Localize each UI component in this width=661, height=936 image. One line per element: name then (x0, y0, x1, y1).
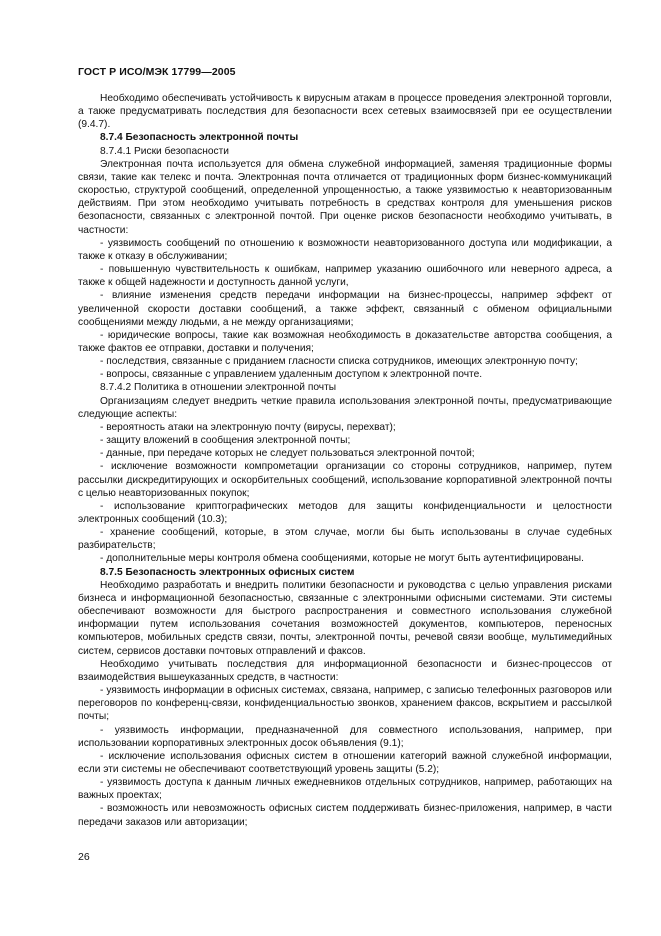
list-item: - вероятность атаки на электронную почту (вирусы, перехват); (100, 421, 396, 433)
list-item: - использование криптографических методов для защиты конфиденциальности и целостности электронных сообщений (10.3); (78, 500, 612, 525)
section-heading: 8.7.5 Безопасность электронных офисных систем (100, 566, 355, 578)
list-item: - уязвимость доступа к данным личных ежедневников отдельных сотрудников, например, работающих на важных проектах; (78, 777, 612, 802)
subsection-heading: 8.7.4.1 Риски безопасности (100, 145, 229, 157)
list-item: - повышенную чувствительность к ошибкам, например указанию ошибочного или неверного адреса, а также к общей надежности и доступность данной услуги, (78, 264, 612, 289)
list-item: - уязвимость информации в офисных системах, связана, например, с записью телефонных разговоров или переговоров по конференц-связи, конфиденциальностью звонков, хранением факсов, вскрытием и рассылкой почты; (78, 685, 612, 723)
page-number: 26 (78, 851, 90, 863)
list-item: - уязвимость информации, предназначенной для совместного использования, например, при использовании корпоративных электронных досок объявления (9.1); (78, 724, 612, 749)
paragraph: Необходимо разработать и внедрить политики безопасности и руководства с целью управления рисками бизнеса и информационной безопасностью, связанные с электронными офисными системами. Эти системы обеспечивают возможности для быстрого распространения и совместного использования служебной информации путем использования сочетания возможностей документов, компьютеров, переносных компьютеров, мобильных средств связи, почты, электронной почты, речевой связи вообще, мультимедийных систем, сервисов доставки почтовых отправлений и факсов. (78, 579, 612, 657)
paragraph: Необходимо обеспечивать устойчивость к вирусным атакам в процессе проведения электронной торговли, а также предусматривать последствия для безопасности всех сетевых взаимосвязей при ее осуществлении (9.4.7). (78, 93, 612, 131)
document-body (78, 92, 612, 829)
paragraph: Необходимо учитывать последствия для информационной безопасности и бизнес-процессов от взаимодействия вышеуказанных средств, в частности: (78, 658, 612, 683)
list-item: - дополнительные меры контроля обмена сообщениями, которые не могут быть аутентифицированы. (100, 553, 584, 565)
list-item: - влияние изменения средств передачи информации на бизнес-процессы, например эффект от увеличенной скорости доставки сообщений, а также эффект, связанный с обменом официальными сообщениями между людьми, а не между организациями; (78, 290, 612, 328)
list-item: - исключение использования офисных систем в отношении категорий важной служебной информации, если эти системы не обеспечивают соответствующий уровень защиты (5.2); (78, 750, 612, 775)
list-item: - возможность или невозможность офисных систем поддерживать бизнес-приложения, например, в части передачи заказов или авторизации; (78, 803, 612, 828)
list-item: - последствия, связанные с приданием гласности списка сотрудников, имеющих электронную почту; (100, 356, 578, 368)
paragraph: Электронная почта используется для обмена служебной информацией, заменяя традиционные формы связи, такие как телекс и почта. Электронная почта отличается от традиционных форм бизнес-коммуникаций скоростью, структурой сообщений, определенной упрощенностью, а также уязвимостью к неавторизованным действиям. При этом необходимо учитывать потребность в средствах контроля для уменьшения рисков безопасности, связанных с электронной почтой. При оценке рисков безопасности необходимо учитывать, в частности: (78, 158, 612, 236)
list-item: - хранение сообщений, которые, в этом случае, могли бы быть использованы в случае судебных разбирательств; (78, 527, 612, 552)
list-item: - уязвимость сообщений по отношению к возможности неавторизованного доступа или модификации, а также к отказу в обслуживании; (78, 237, 612, 262)
list-item: - исключение возможности компрометации организации со стороны сотрудников, например, путем рассылки дискредитирующих и оскорбительных сообщений, использование корпоративной электронной почты с целью неавторизованных покупок; (78, 461, 612, 499)
list-item: - данные, при передаче которых не следует пользоваться электронной почтой; (100, 448, 475, 460)
section-heading: 8.7.4 Безопасность электронной почты (100, 132, 299, 144)
list-item: - защиту вложений в сообщения электронной почты; (100, 435, 351, 447)
document-header: ГОСТ Р ИСО/МЭК 17799—2005 (78, 66, 236, 78)
list-item: - вопросы, связанные с управлением удаленным доступом к электронной почте. (100, 369, 483, 381)
list-item: - юридические вопросы, такие как возможная необходимость в доказательстве авторства сообщения, а также фактов ее отправки, доставки и получения; (78, 329, 612, 354)
subsection-heading: 8.7.4.2 Политика в отношении электронной почты (100, 382, 337, 394)
paragraph: Организациям следует внедрить четкие правила использования электронной почты, предусматривающие следующие аспекты: (78, 395, 612, 420)
